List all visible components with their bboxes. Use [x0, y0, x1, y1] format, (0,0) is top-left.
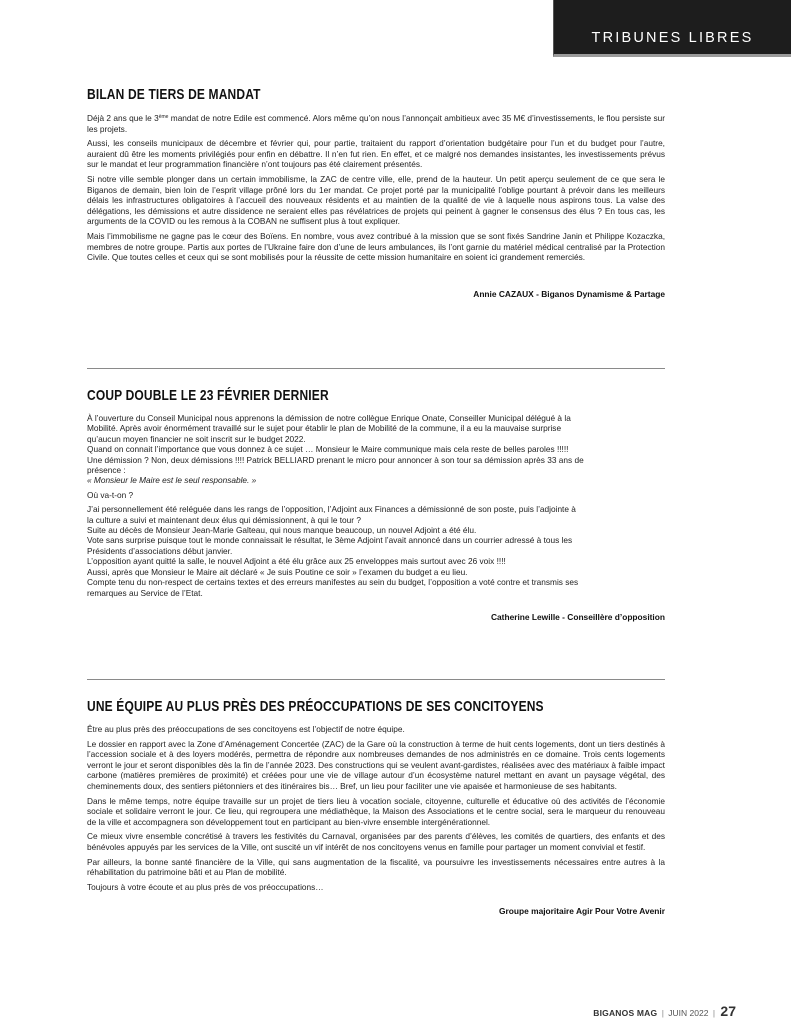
- section-tab: [553, 0, 791, 57]
- tribune-2-line: À l’ouverture du Conseil Municipal nous apprenons la démission de notre collègue Enrique Onate, Conseiller Municipal délégué à la: [87, 413, 571, 423]
- tribune-2-line: Mobilité. Après avoir énormément travaillé sur le sujet pour établir le plan de Mobilité de la commune, il a eu la mauvaise surprise: [87, 423, 562, 434]
- tribune-3-paragraph-6: Toujours à votre écoute et au plus près de vos préoccupations…: [87, 881, 324, 892]
- tribune-1-paragraph-2: Aussi, les conseils municipaux de décembre et février qui, pour partie, traitaient du rapport d’orientation budgétaire pour l’un et du budget pour l’autre, auraient dû être les moments privilégiés pour enfin en débattre. Il n’en fut rien. En effet, et ce malgré nos demandes insistantes, les investissements prévus sur le mandat et leur programmation financière n’ont toujours pas été clairement présentés.: [87, 138, 665, 170]
- tribune-2-line: Où va-t-on ?: [87, 489, 134, 500]
- section-tab-label: TRIBUNES LIBRES: [591, 30, 754, 46]
- tribune-3-signature: Groupe majoritaire Agir Pour Votre Avenir: [499, 906, 665, 917]
- tribune-2-line: qu’aucun moyen financier ne soit inscrit sur le budget 2022.: [87, 433, 306, 444]
- tribune-2-quote: « Monsieur le Maire est le seul responsable. »: [87, 475, 257, 486]
- section-divider: [87, 679, 665, 680]
- tribune-2-line: L’opposition ayant quitté la salle, le nouvel Adjoint a été élu grâce aux 25 enveloppes mais surtout avec 26 voix !!!!: [87, 556, 506, 567]
- paragraph-text: Déjà 2 ans que le 3: [87, 113, 159, 123]
- tribune-2: [87, 387, 665, 622]
- tribune-2-line: remarques au Service de l’Etat.: [87, 587, 203, 598]
- tribune-2-line: Une démission ? Non, deux démissions !!!! Patrick BELLIARD prenant le micro pour annoncer à son tour sa démission après 33 ans de: [87, 454, 584, 465]
- tribune-1: [87, 86, 665, 299]
- page-footer: [593, 1003, 736, 1019]
- tribune-3: [87, 698, 665, 916]
- tribune-1-paragraph-3: Si notre ville semble plonger dans un certain immobilisme, la ZAC de centre ville, elle, prend de la hauteur. Un petit aperçu seulement de ce que sera le Biganos de demain, bien loin de l’esprit village prôné lors du 1er mandat. Ce projet porté par la municipalité l’oblige pourtant à prévoir dans les meilleurs délais les infrastructures obligatoires à l’accueil des nouveaux résidents et au maintien de la qualité de vie à laquelle nous aspirons tous. La valse des délégations, les démissions et autre dissidence ne seraient elles pas révélatrices de projets qui peinent à gagner le consensus des élus ? En tous cas, les arguments de la COVID ou les remous à la COBAN ne suffisent plus à tout expliquer.: [87, 173, 665, 227]
- footer-separator: |: [712, 1008, 716, 1018]
- tribune-3-paragraph-5: Par ailleurs, la bonne santé financière de la Ville, qui sans augmentation de la fiscalité, va poursuivre les investissements nécessaires entre autres à la réhabilitation du patrimoine bâti et au Plan de mobilité.: [87, 856, 665, 878]
- tribune-2-line: Quand on connait l’importance que vous donnez à ce sujet … Monsieur le Maire communique mais cela reste de belles paroles !!!!!: [87, 444, 569, 455]
- tribune-3-title: UNE ÉQUIPE AU PLUS PRÈS DES PRÉOCCUPATIONS DE SES CONCITOYENS: [87, 698, 544, 715]
- tribune-3-paragraph-3: Dans le même temps, notre équipe travaille sur un projet de tiers lieu à vocation sociale, citoyenne, culturelle et éducative où des activités de l’économie sociale et solidaire verront le jour. Ce lieu, qui regroupera une médiathèque, la Maison des Associations et le centre social, sera le marqueur du renouveau de la ville et accompagnera son développement tout en participant au bien-vivre ensemble intergénérationnel.: [87, 795, 665, 827]
- tribune-3-paragraph-4: Ce mieux vivre ensemble concrétisé à travers les festivités du Carnaval, organisées par des parents d’élèves, les comités de quartiers, des enfants et des bénévoles appuyés par les services de la Ville, ont suscité un vif intérêt de nos concitoyens venus en famille pour partager un moment convivial et festif.: [87, 831, 665, 852]
- tribune-1-paragraph-4: Mais l’immobilisme ne gagne pas le cœur des Boïens. En nombre, vous avez contribué à la mission que se sont fixés Sandrine Janin et Philippe Kozaczka, membres de notre groupe. Partis aux portes de l’Ukraine faire don d’une de leurs ambulances, ils l’ont garnie du matériel médical centralisé par la Protection Civile. Que toutes celles et ceux qui se sont mobilisés pour la réussite de cette mission humanitaire en soient ici grandement remerciés.: [87, 230, 665, 263]
- tribune-2-signature: Catherine Lewille - Conseillère d’opposition: [490, 611, 665, 622]
- tribune-3-paragraph-2: Le dossier en rapport avec la Zone d’Aménagement Concertée (ZAC) de la Gare où la construction à terme de huit cents logements, dont un tiers destinés à l’accession sociale et à des loyers modérés, permettra de répondre aux nombreuses demandes de nos administrés en ce domaine. Trois cents logements verront le jour et seront disponibles dès la fin de l’année 2023. Des constructions qui se veulent avant-gardistes, réalisées avec des matériaux à faible impact carbone (matières premières de proximité) et créées pour une vie de village autour d’un écosystème naturel mettant en avant un paysage végétal, des cheminements doux, des sentiers piétonniers et des itinéraires bis… Bref, un lieu pour faciliter une vie apaisée et harmonieuse de ses habitants.: [87, 738, 665, 791]
- tribune-2-line: Compte tenu du non-respect de certains textes et des erreurs manifestes au sein du budget, l’opposition a voté contre et transmis ses: [87, 577, 579, 588]
- magazine-name: BIGANOS MAG: [593, 1008, 658, 1018]
- tribune-1-paragraph-1: [87, 112, 665, 134]
- tribune-1-signature: Annie CAZAUX - Biganos Dynamisme & Partage: [473, 288, 665, 299]
- tribune-2-line: Suite au décès de Monsieur Jean-Marie Galteau, qui nous manque beaucoup, un nouvel Adjoint a été élu.: [87, 525, 477, 536]
- tribune-3-paragraph-1: Être au plus près des préoccupations de ses concitoyens est l’objectif de notre équipe.: [87, 724, 405, 734]
- tribune-2-line: la culture a suivi et maintenant deux élus qui démissionnent, à qui le tour ?: [87, 514, 361, 525]
- paragraph-text: mandat de notre Edile est commencé. Alors même qu’on nous l’annonçait ambitieux avec 35 M€ d’investissements, le flou persiste sur les projets.: [87, 113, 665, 134]
- superscript: ème: [158, 114, 169, 120]
- section-divider: [87, 368, 665, 369]
- footer-separator: |: [661, 1008, 664, 1018]
- page-number: 27: [720, 1003, 736, 1019]
- tribune-1-title: BILAN DE TIERS DE MANDAT: [87, 86, 261, 103]
- tribune-2-title: COUP DOUBLE LE 23 FÉVRIER DERNIER: [87, 387, 329, 404]
- tribune-2-line: Présidents d’associations début janvier.: [87, 545, 233, 556]
- tribune-2-line: Aussi, après que Monsieur le Maire ait déclaré « Je suis Poutine ce soir » l’examen du budget a eu lieu.: [87, 566, 468, 577]
- tribune-2-line: Vote sans surprise puisque tout le monde connaissait le résultat, le 3ème Adjoint l’avait annoncé dans un courrier adressé à tous les: [87, 535, 573, 546]
- tribune-2-line: J’ai personnellement été reléguée dans les rangs de l’opposition, l’Adjoint aux Finances a démissionné de son poste, puis l’adjointe à: [87, 504, 576, 515]
- issue-date: JUIN 2022: [668, 1008, 709, 1018]
- tribune-2-line: présence :: [87, 465, 126, 476]
